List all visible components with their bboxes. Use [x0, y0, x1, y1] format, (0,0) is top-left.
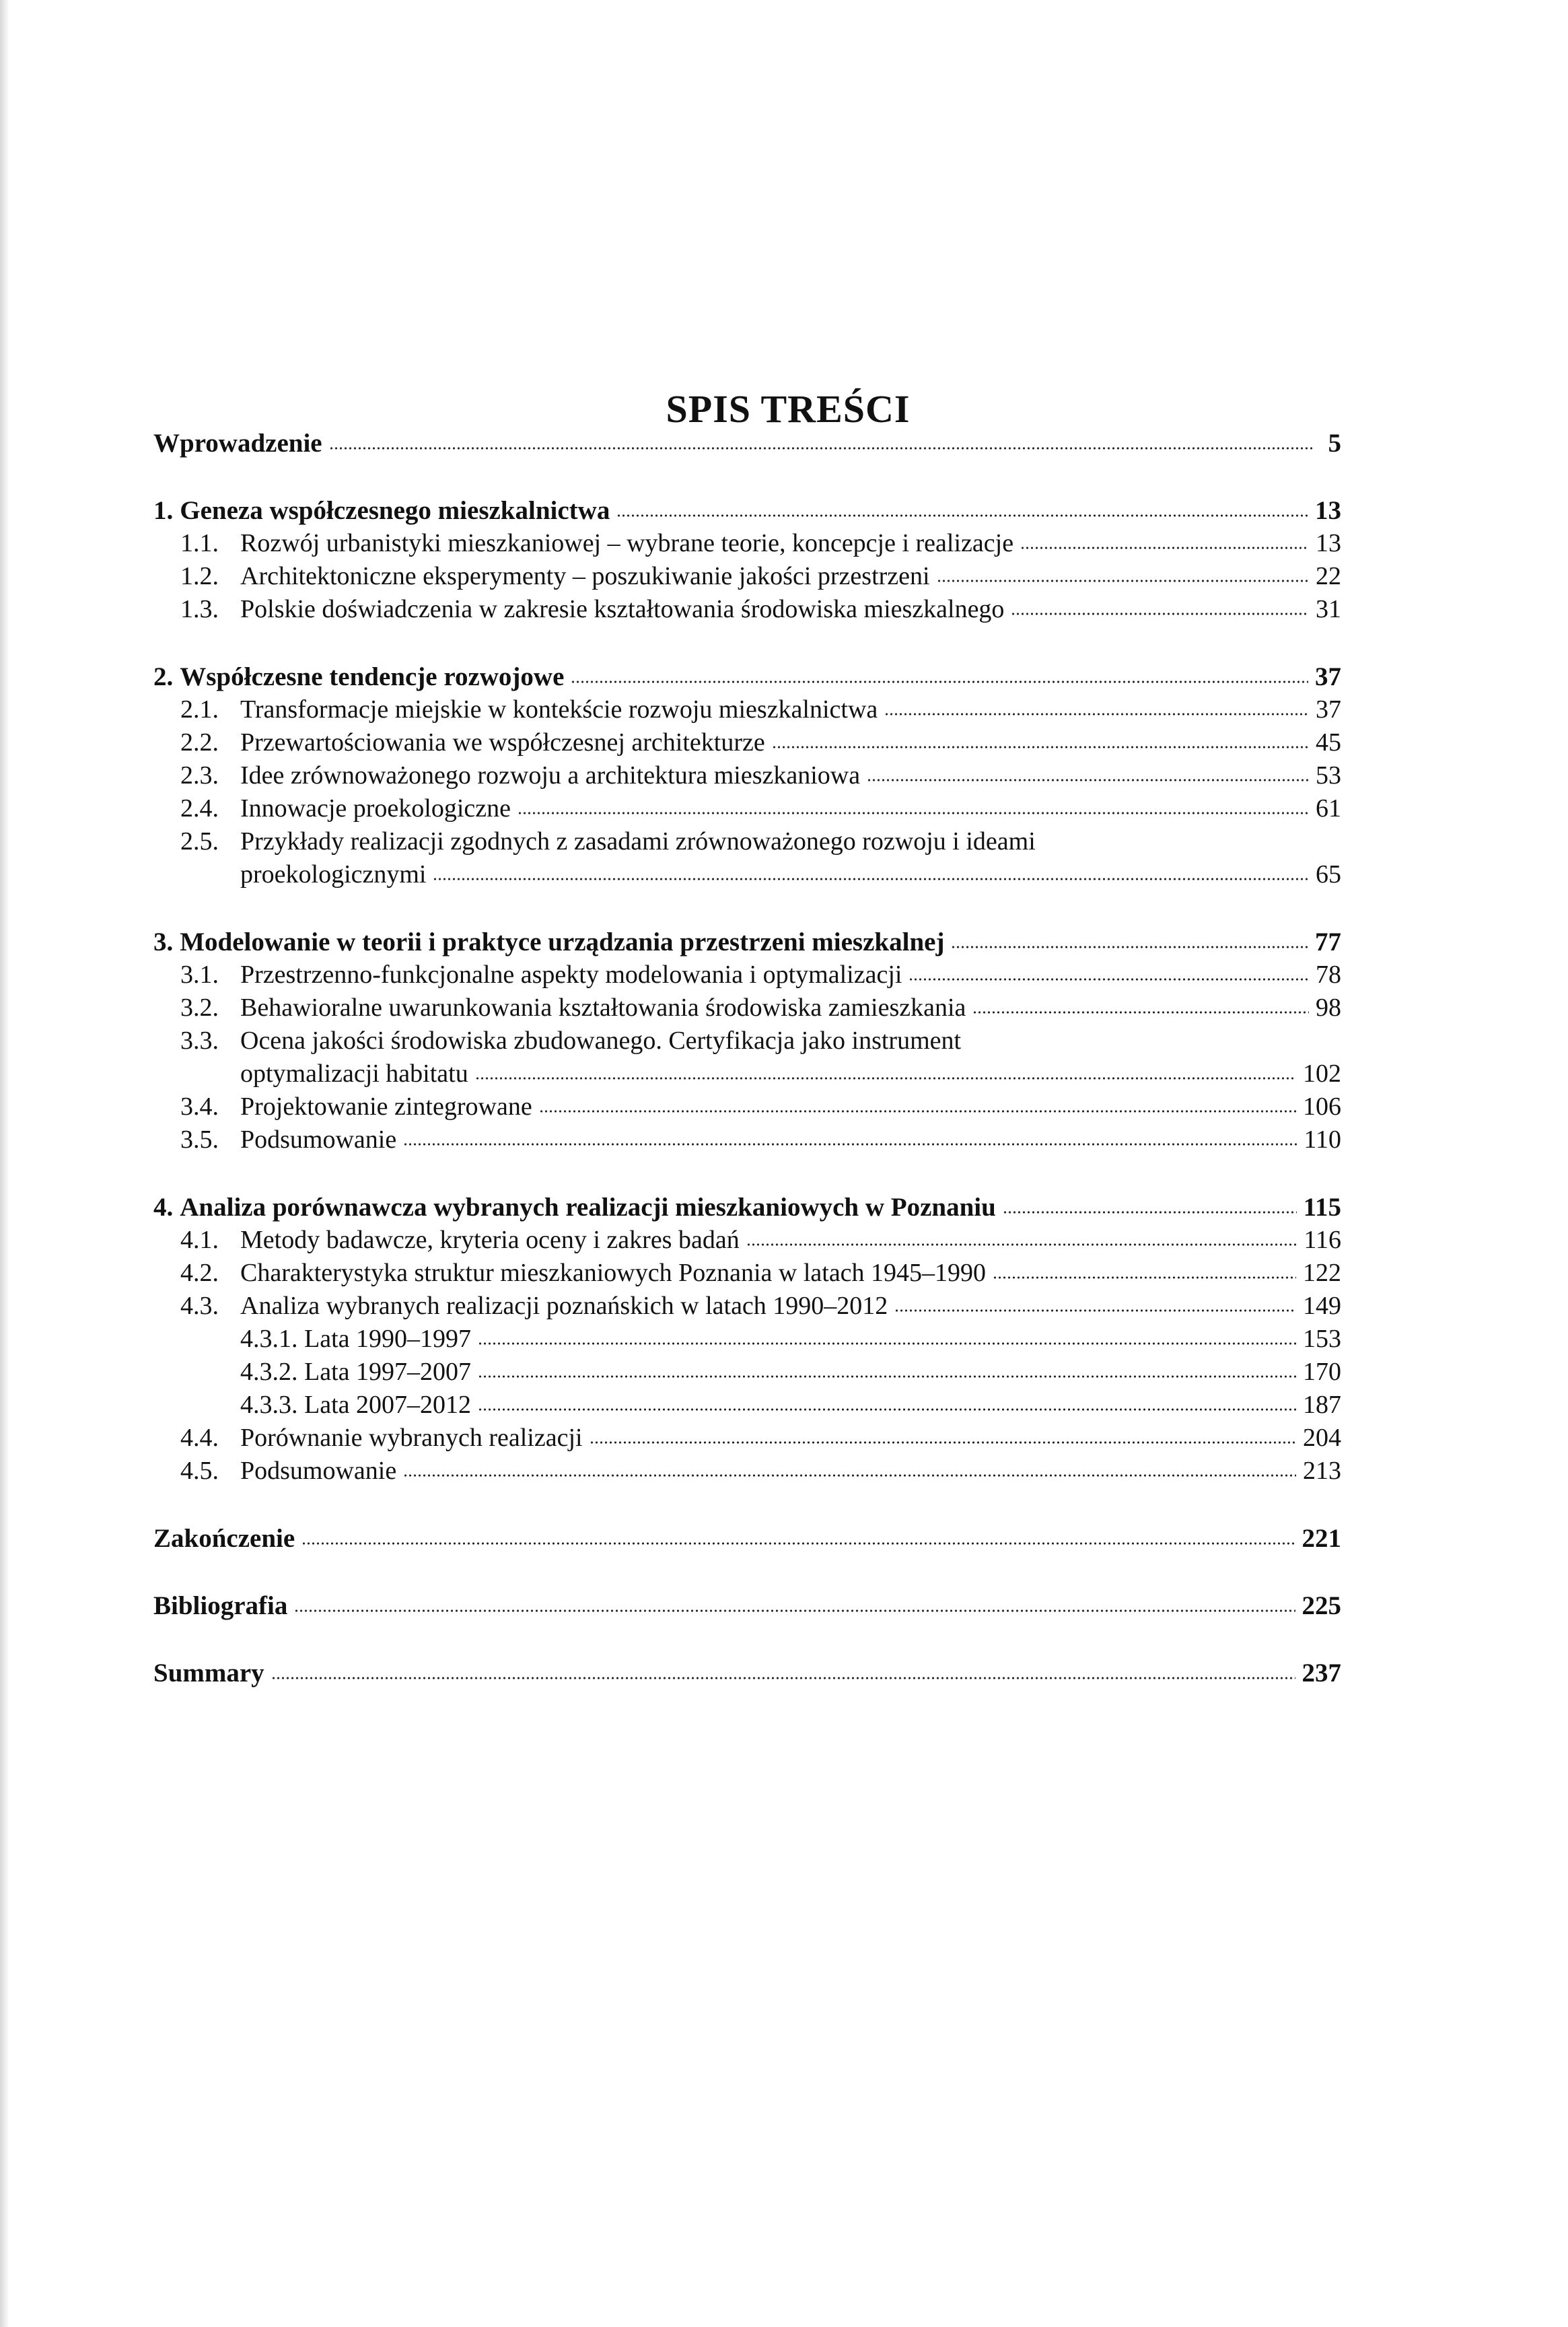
dot-leader — [1020, 546, 1309, 550]
dot-leader — [1003, 1210, 1297, 1214]
toc-entry-number: 3.3. — [180, 1027, 219, 1055]
toc-entry-page: 22 — [1316, 562, 1341, 590]
toc-entry-title: Architektoniczne eksperymenty – poszukiwanie jakości przestrzeni — [240, 562, 930, 590]
toc-entry — [153, 1290, 1341, 1323]
toc-entry — [153, 1389, 1341, 1422]
toc-entry-page: 122 — [1303, 1259, 1341, 1287]
toc-entry-page: 37 — [1315, 662, 1341, 691]
toc-entry — [153, 858, 1341, 891]
toc-entry — [153, 693, 1341, 726]
toc-entry — [153, 1257, 1341, 1290]
toc-entry-page: 153 — [1303, 1325, 1341, 1353]
dot-leader — [539, 1109, 1296, 1113]
toc-entry — [153, 1057, 1341, 1090]
dot-leader — [301, 1541, 1295, 1545]
dot-leader — [433, 877, 1309, 881]
toc-entry-title: 4.3.1. Lata 1990–1997 — [240, 1325, 472, 1353]
toc-entry-page: 98 — [1316, 994, 1341, 1022]
toc-entry-number: 4.4. — [180, 1424, 219, 1452]
toc-entry-title: Innowacje proekologiczne — [240, 794, 511, 823]
toc-entry-number: 4. — [153, 1193, 174, 1222]
toc-entry-title: optymalizacji habitatu — [240, 1060, 468, 1088]
toc-entry — [153, 992, 1341, 1024]
dot-leader — [884, 712, 1309, 716]
toc-entry-title: Bibliografia — [153, 1591, 288, 1620]
toc-entry-number: 2.1. — [180, 695, 219, 724]
toc-entry — [153, 1191, 1341, 1224]
dot-leader — [590, 1440, 1296, 1445]
toc-entry-number: 2.5. — [180, 827, 219, 856]
dot-leader — [1011, 612, 1309, 616]
toc-entry — [153, 593, 1341, 626]
toc-entry-title: Projektowanie zintegrowane — [240, 1092, 532, 1121]
dot-leader — [772, 745, 1309, 749]
dot-leader — [951, 945, 1308, 949]
toc-entry-title: Polskie doświadczenia w zakresie kształtowania środowiska mieszkalnego — [240, 595, 1005, 623]
toc-entry-page: 45 — [1316, 728, 1341, 757]
toc-entry-number: 4.2. — [180, 1259, 219, 1287]
toc-entry-page: 5 — [1328, 429, 1341, 458]
toc-entry — [153, 1356, 1341, 1389]
toc-entry-page: 65 — [1316, 860, 1341, 889]
toc-entry-title: Summary — [153, 1659, 264, 1688]
dot-leader — [478, 1375, 1296, 1379]
toc-entry-page: 13 — [1315, 496, 1341, 525]
dot-leader — [329, 446, 1314, 450]
page-title: SPIS TREŚCI — [666, 386, 911, 431]
toc-entry-page: 78 — [1316, 961, 1341, 989]
toc-entry-number: 4.3. — [180, 1292, 219, 1320]
toc-entry — [153, 560, 1341, 593]
toc-entry-page: 106 — [1303, 1092, 1341, 1121]
toc-entry-number: 1.1. — [180, 529, 219, 557]
toc-entry-title: Podsumowanie — [240, 1457, 397, 1485]
toc-entry-title: Przestrzenno-funkcjonalne aspekty modelowania i optymalizacji — [240, 961, 902, 989]
toc-entry — [153, 1123, 1341, 1156]
dot-leader — [867, 778, 1309, 782]
dot-leader — [908, 977, 1309, 981]
toc-entry — [153, 792, 1341, 825]
toc-entry-number: 3.4. — [180, 1092, 219, 1121]
toc-entry — [153, 1589, 1341, 1622]
toc-entry-number: 2. — [153, 662, 174, 691]
toc-entry — [153, 1657, 1341, 1690]
toc-entry-title: Geneza współczesnego mieszkalnictwa — [180, 496, 610, 525]
toc-entry-page: 61 — [1316, 794, 1341, 823]
toc-entry-number: 1.3. — [180, 595, 219, 623]
table-of-contents — [153, 427, 1341, 1690]
toc-entry — [153, 527, 1341, 560]
toc-entry — [153, 427, 1341, 460]
toc-entry — [153, 1522, 1341, 1555]
toc-entry-title: 4.3.2. Lata 1997–2007 — [240, 1358, 472, 1386]
toc-entry-page: 225 — [1302, 1591, 1341, 1620]
toc-entry-page: 213 — [1303, 1457, 1341, 1485]
toc-entry-page: 77 — [1315, 928, 1341, 957]
dot-leader — [403, 1142, 1297, 1146]
toc-entry-page: 149 — [1303, 1292, 1341, 1320]
toc-entry-number: 2.4. — [180, 794, 219, 823]
toc-entry-title: Modelowanie w teorii i praktyce urządzania przestrzeni mieszkalnej — [180, 928, 945, 957]
toc-entry-title: Charakterystyka struktur mieszkaniowych Poznania w latach 1945–1990 — [240, 1259, 987, 1287]
toc-entry-number: 3.5. — [180, 1125, 219, 1154]
toc-entry — [153, 1224, 1341, 1257]
toc-entry-title: Analiza porównawcza wybranych realizacji mieszkaniowych w Poznaniu — [180, 1193, 996, 1222]
scan-edge-shadow — [0, 0, 9, 2327]
toc-entry — [153, 726, 1341, 759]
dot-leader — [937, 579, 1309, 583]
toc-entry-title: Zakończenie — [153, 1524, 295, 1553]
toc-entry — [153, 759, 1341, 792]
toc-entry — [153, 1024, 1341, 1057]
dot-leader — [746, 1243, 1297, 1247]
toc-entry-number: 3.1. — [180, 961, 219, 989]
toc-entry-page: 170 — [1303, 1358, 1341, 1386]
toc-entry-number: 3.2. — [180, 994, 219, 1022]
dot-leader — [271, 1676, 1295, 1680]
toc-entry-title: Rozwój urbanistyki mieszkaniowej – wybrane teorie, koncepcje i realizacje — [240, 529, 1014, 557]
dot-leader — [294, 1609, 1295, 1613]
toc-entry-number: 3. — [153, 928, 174, 957]
dot-leader — [616, 514, 1308, 518]
toc-entry-page: 187 — [1303, 1391, 1341, 1419]
toc-entry-title: Idee zrównoważonego rozwoju a architektura mieszkaniowa — [240, 761, 861, 790]
toc-entry-title: Przewartościowania we współczesnej architekturze — [240, 728, 765, 757]
toc-entry-title: Metody badawcze, kryteria oceny i zakres badań — [240, 1226, 740, 1254]
toc-entry-page: 13 — [1316, 529, 1341, 557]
toc-entry-title: proekologicznymi — [240, 860, 427, 889]
dot-leader — [478, 1342, 1296, 1346]
toc-entry-number: 4.1. — [180, 1226, 219, 1254]
toc-entry-title: Transformacje miejskie w kontekście rozwoju mieszkalnictwa — [240, 695, 878, 724]
toc-entry-page: 115 — [1303, 1193, 1341, 1222]
toc-entry-page: 102 — [1303, 1060, 1341, 1088]
toc-entry-page: 110 — [1304, 1125, 1341, 1154]
toc-entry-number: 2.3. — [180, 761, 219, 790]
toc-entry — [153, 660, 1341, 693]
toc-entry-title: Porównanie wybranych realizacji — [240, 1424, 583, 1452]
toc-entry-title: Wprowadzenie — [153, 429, 322, 458]
toc-entry-title: Współczesne tendencje rozwojowe — [180, 662, 565, 691]
toc-entry-page: 37 — [1316, 695, 1341, 724]
toc-entry-number: 4.5. — [180, 1457, 219, 1485]
dot-leader — [403, 1473, 1296, 1478]
toc-entry-page: 53 — [1316, 761, 1341, 790]
toc-entry-title: Przykłady realizacji zgodnych z zasadami zrównoważonego rozwoju i ideami — [240, 827, 1036, 856]
toc-entry — [153, 1422, 1341, 1455]
toc-entry-page: 204 — [1303, 1424, 1341, 1452]
toc-entry-title: Ocena jakości środowiska zbudowanego. Certyfikacja jako instrument — [240, 1027, 962, 1055]
toc-entry — [153, 959, 1341, 992]
toc-entry-page: 237 — [1302, 1659, 1341, 1688]
toc-entry-number: 1. — [153, 496, 174, 525]
toc-entry — [153, 1323, 1341, 1356]
toc-entry-number: 1.2. — [180, 562, 219, 590]
toc-entry — [153, 1090, 1341, 1123]
toc-entry-page: 116 — [1304, 1226, 1341, 1254]
toc-entry — [153, 825, 1341, 858]
toc-entry-title: Behawioralne uwarunkowania kształtowania środowiska zamieszkania — [240, 994, 966, 1022]
dot-leader — [993, 1276, 1296, 1280]
toc-entry-number: 2.2. — [180, 728, 219, 757]
toc-entry-page: 221 — [1302, 1524, 1341, 1553]
dot-leader — [475, 1076, 1296, 1080]
toc-entry — [153, 494, 1341, 527]
toc-entry-title: Analiza wybranych realizacji poznańskich w latach 1990–2012 — [240, 1292, 888, 1320]
dot-leader — [894, 1309, 1296, 1313]
dot-leader — [478, 1408, 1296, 1412]
toc-entry — [153, 926, 1341, 959]
dot-leader — [518, 811, 1309, 815]
toc-entry — [153, 1455, 1341, 1488]
toc-entry-page: 31 — [1316, 595, 1341, 623]
dot-leader — [972, 1010, 1309, 1014]
dot-leader — [571, 680, 1308, 684]
toc-entry-title: 4.3.3. Lata 2007–2012 — [240, 1391, 472, 1419]
toc-entry-title: Podsumowanie — [240, 1125, 397, 1154]
